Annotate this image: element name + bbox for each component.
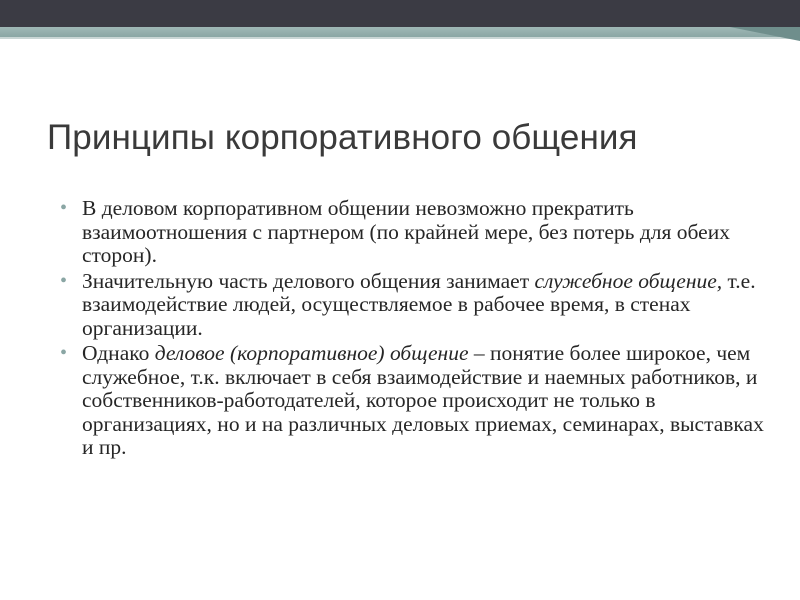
- top-decorative-bar: [0, 0, 800, 27]
- bullet-icon: •: [60, 197, 68, 219]
- slide-title: Принципы корпоративного общения: [47, 118, 638, 157]
- bullet-text: Значительную часть делового общения занимает: [82, 268, 535, 293]
- bullet-icon: •: [60, 342, 68, 364]
- bullet-list: [60, 197, 770, 462]
- bullet-emphasis: деловое (корпоративное) общение: [154, 341, 469, 365]
- accent-stripe-highlight: [0, 37, 800, 39]
- bullet-text-rest: т.е. взаимодействие людей, осуществляемое в рабочее время, в стенах организации.: [82, 268, 756, 340]
- corner-triangle-icon: [730, 27, 800, 41]
- bullet-item-1: [60, 197, 770, 268]
- bullet-text: Однако: [82, 341, 155, 365]
- accent-stripe: [0, 27, 800, 37]
- bullet-emphasis: служебное общение,: [534, 268, 723, 293]
- bullet-item-3: [60, 342, 770, 460]
- bullet-text-rest: – понятие более широкое, чем служебное, т.к. включает в себя взаимодействие и наемных работников, и собственников-работодателей, которое происходит не только в организациях, но и на различных деловых приемах, семинарах, выставках и пр.: [82, 341, 764, 459]
- bullet-item-2: [60, 270, 770, 341]
- bullet-text: В деловом корпоративном общении невозможно прекратить взаимоотношения с партнером (по крайней мере, без потерь для обеих сторон).: [82, 196, 730, 267]
- bullet-icon: •: [60, 269, 68, 292]
